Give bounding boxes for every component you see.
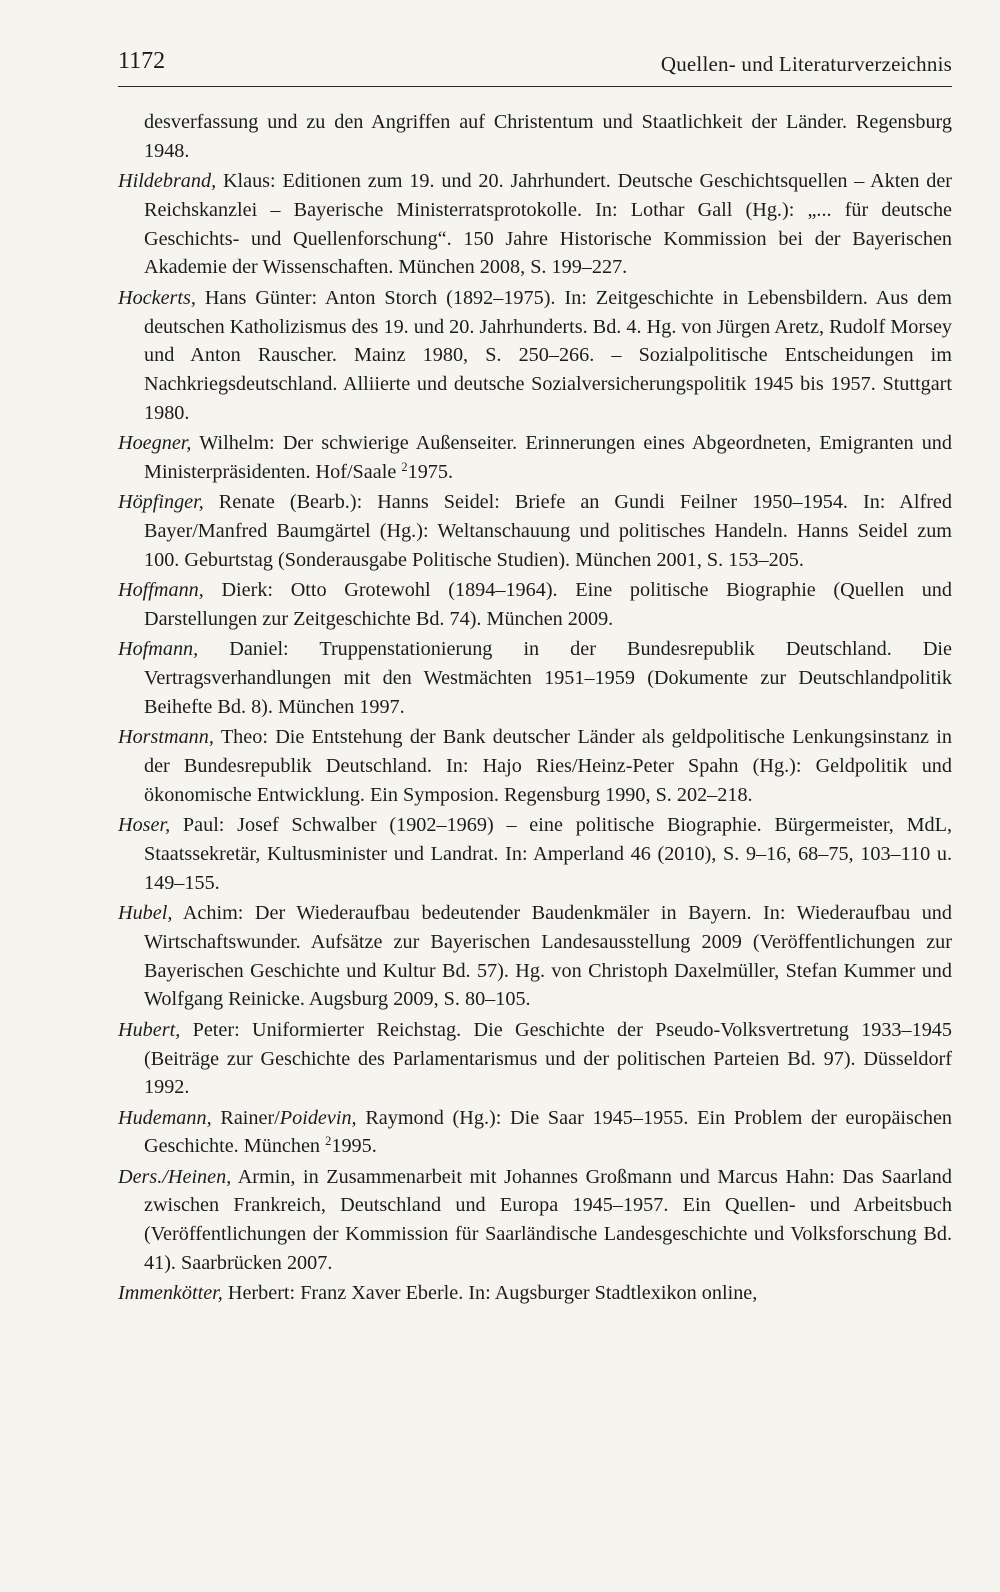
entry-author: Hoser, <box>118 814 171 837</box>
bibliography-entry <box>118 429 952 487</box>
bibliography-entry <box>118 167 952 282</box>
bibliography-entry <box>118 284 952 428</box>
entry-text: 1995. <box>331 1135 377 1158</box>
entry-text: Renate (Bearb.): Hanns Seidel: Briefe an Gundi Feilner 1950–1954. In: Alfred Bayer/Manfred Baumgärtel (Hg.): Weltanschauung und politisches Handeln. Hanns Seidel zum 100. Geburtstag (Sonderausgabe Politische Studien). München 2001, S. 153–205. <box>144 491 952 571</box>
entry-text: Raymond (Hg.): Die Saar 1945–1955. Ein Problem der europäischen Geschichte. München <box>144 1106 953 1158</box>
bibliography-entry <box>118 811 952 897</box>
entry-author: Immenkötter, <box>118 1282 223 1305</box>
entry-text: Klaus: Editionen zum 19. und 20. Jahrhundert. Deutsche Geschichtsquellen – Akten der Reichskanzlei – Bayerische Ministerratsprotokolle. In: Lothar Gall (Hg.): „... für deutsche Geschichts- und Quellenforschung“. 150 Jahre Historische Kommission bei der Bayerischen Akademie der Wissenschaften. München 2008, S. 199–227. <box>144 170 952 279</box>
edition-superscript: 2 <box>401 460 408 475</box>
entry-text: 1975. <box>407 461 454 484</box>
running-head: Quellen- und Literaturverzeichnis <box>660 52 952 76</box>
entry-author: Höpfinger, <box>118 491 204 514</box>
entry-author: Hildebrand, <box>118 170 217 193</box>
bibliography-entry <box>118 576 952 634</box>
entry-text: Wilhelm: Der schwierige Außenseiter. Erinnerungen eines Abgeordneten, Emigranten und Ministerpräsidenten. Hof/Saale <box>144 432 952 484</box>
entry-continuation <box>118 108 952 166</box>
bibliography-entry <box>118 1104 952 1162</box>
bibliography-entry <box>118 1279 952 1308</box>
entry-text: Rainer/ <box>211 1106 280 1129</box>
entry-author: Hoegner, <box>118 432 192 455</box>
entry-author: Hofmann, <box>118 638 199 661</box>
bibliography-entry <box>118 1163 952 1278</box>
entry-text: Paul: Josef Schwalber (1902–1969) – eine politische Biographie. Bürgermeister, MdL, Staatssekretär, Kultusminister und Landrat. In: Amperland 46 (2010), S. 9–16, 68–75, 103–110 u. 149–155. <box>144 814 952 894</box>
entry-text: Herbert: Franz Xaver Eberle. In: Augsburger Stadtlexikon online, <box>222 1282 758 1305</box>
entry-text: Hans Günter: Anton Storch (1892–1975). In: Zeitgeschichte in Lebensbildern. Aus dem deutschen Katholizismus des 19. und 20. Jahrhunderts. Bd. 4. Hg. von Jürgen Aretz, Rudolf Morsey und Anton Rauscher. Mainz 1980, S. 250–266. – Sozialpolitische Entscheidungen im Nachkriegsdeutschland. Alliierte und deutsche Sozialversicherungspolitik 1945 bis 1957. Stuttgart 1980. <box>144 286 952 424</box>
entry-author: Hubert, <box>118 1018 181 1041</box>
bibliography-entry <box>118 1016 952 1102</box>
bibliography-entry <box>118 899 952 1014</box>
entry-text: Daniel: Truppenstationierung in der Bundesrepublik Deutschland. Die Vertragsverhandlungen mit den Westmächten 1951–1959 (Dokumente zur Deutschlandpolitik Beihefte Bd. 8). München 1997. <box>144 638 952 718</box>
entry-author: Ders./Heinen, <box>118 1165 232 1188</box>
entry-author: Poidevin, <box>279 1106 357 1129</box>
entry-text: Dierk: Otto Grotewohl (1894–1964). Eine politische Biographie (Quellen und Darstellungen zur Zeitgeschichte Bd. 74). München 2009. <box>144 579 952 631</box>
bibliography-entry <box>118 723 952 809</box>
entry-text: Achim: Der Wiederaufbau bedeutender Baudenkmäler in Bayern. In: Wiederaufbau und Wirtschaftswunder. Aufsätze zur Bayerischen Landesausstellung 2009 (Veröffentlichungen zur Bayerischen Geschichte und Kultur Bd. 57). Hg. von Christoph Daxelmüller, Stefan Kummer und Wolfgang Reinicke. Augsburg 2009, S. 80–105. <box>144 902 952 1011</box>
entry-author: Hudemann, <box>118 1106 212 1129</box>
page-number: 1172 <box>118 48 166 74</box>
entry-text: desverfassung und zu den Angriffen auf Christentum und Staatlichkeit der Länder. Regensburg 1948. <box>144 111 952 162</box>
entry-text: Peter: Uniformierter Reichstag. Die Geschichte der Pseudo-Volksvertretung 1933–1945 (Beiträge zur Geschichte des Parlamentarismus und der politischen Parteien Bd. 97). Düsseldorf 1992. <box>144 1018 952 1099</box>
entry-text: Theo: Die Entstehung der Bank deutscher Länder als geldpolitische Lenkungsinstanz in der Bundesrepublik Deutschland. In: Hajo Ries/Heinz-Peter Spahn (Hg.): Geldpolitik und ökonomische Entwicklung. Ein Symposion. Regensburg 1990, S. 202–218. <box>144 726 952 806</box>
entry-text: Armin, in Zusammenarbeit mit Johannes Großmann und Marcus Hahn: Das Saarland zwischen Frankreich, Deutschland und Europa 1945–1957. Ein Quellen- und Arbeitsbuch (Veröffentlichungen der Kommission für Saarländische Landesgeschichte und Volksforschung Bd. 41). Saarbrücken 2007. <box>144 1165 952 1275</box>
bibliography-entry <box>118 488 952 574</box>
entry-author: Hubel, <box>118 902 173 925</box>
page-header <box>118 44 952 87</box>
bibliography-list <box>118 108 952 1310</box>
entry-author: Hoffmann, <box>118 579 204 602</box>
bibliography-entry <box>118 635 952 721</box>
edition-superscript: 2 <box>325 1134 332 1149</box>
entry-author: Horstmann, <box>118 726 214 749</box>
entry-author: Hockerts, <box>118 286 196 309</box>
